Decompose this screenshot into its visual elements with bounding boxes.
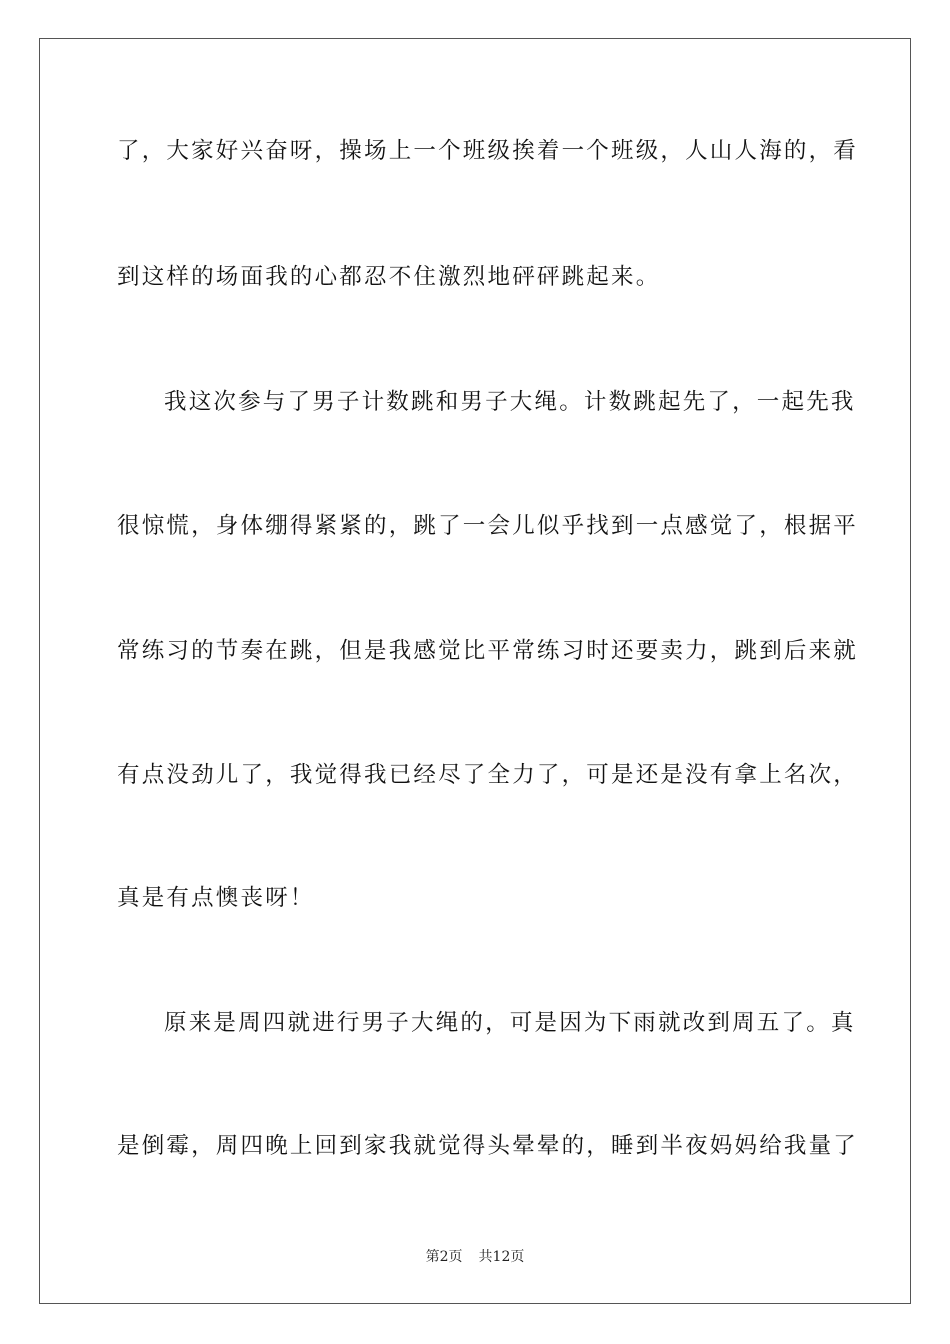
page-footer: [0, 1247, 950, 1267]
paragraph-start-line: 我这次参与了男子计数跳和男子大绳。计数跳起先了，一起先我: [164, 389, 856, 415]
text-line: 了，大家好兴奋呀，操场上一个班级挨着一个班级，人山人海的，看: [117, 138, 859, 164]
text-line: 常练习的节奏在跳，但是我感觉比平常练习时还要卖力，跳到后来就: [117, 638, 859, 664]
page-border: [39, 38, 911, 1304]
text-line: 是倒霉，周四晚上回到家我就觉得头晕晕的，睡到半夜妈妈给我量了: [117, 1133, 859, 1159]
page-number: 第2页: [425, 1249, 463, 1265]
text-line: 真是有点懊丧呀！: [117, 885, 315, 911]
paragraph-start-line: 原来是周四就进行男子大绳的，可是因为下雨就改到周五了。真: [164, 1010, 856, 1036]
text-line: 有点没劲儿了，我觉得我已经尽了全力了，可是还是没有拿上名次，: [117, 762, 859, 788]
text-line: 很惊慌，身体绷得紧紧的，跳了一会儿似乎找到一点感觉了，根据平: [117, 513, 859, 539]
total-pages: 共12页: [478, 1249, 525, 1265]
text-line: 到这样的场面我的心都忍不住激烈地砰砰跳起来。: [117, 264, 661, 290]
